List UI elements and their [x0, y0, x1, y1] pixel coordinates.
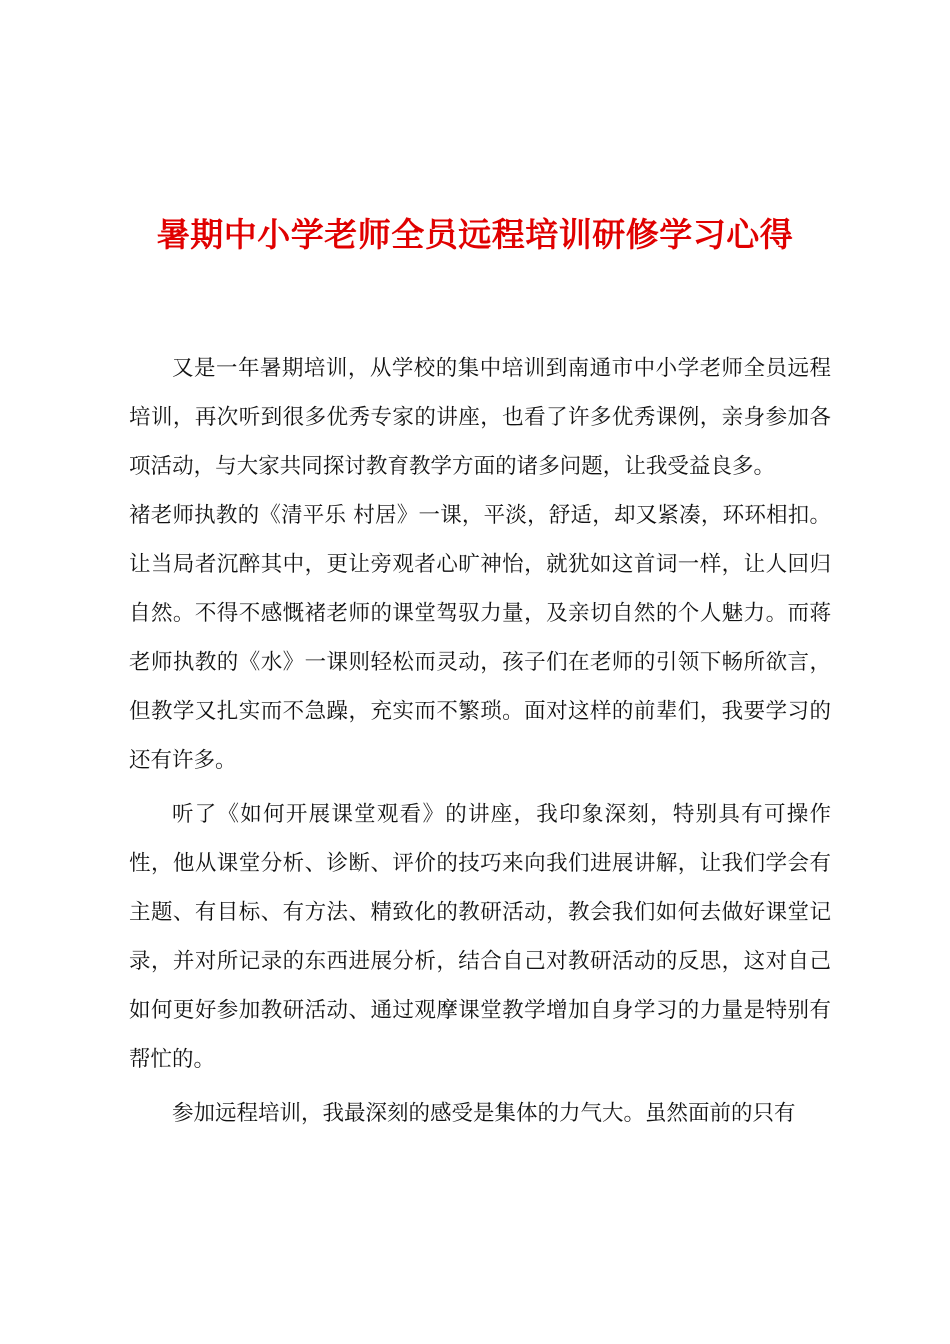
document-body — [129, 344, 831, 1138]
document-title: 暑期中小学老师全员远程培训研修学习心得 — [156, 215, 794, 254]
paragraph-1 — [129, 344, 831, 785]
paragraph-1-part-2: 褚老师执教的《清平乐 村居》一课，平淡，舒适，却又紧凑，环环相扣。让当局者沉醉其中，更让旁观者心旷神怡，就犹如这首词一样，让人回归自然。不得不感慨褚老师的课堂驾驭力量，及亲切自然的个人魅力。而蒋老师执教的《水》一课则轻松而灵动，孩子们在老师的引领下畅所欲言，但教学又扎实而不急躁，充实而不繁琐。面对这样的前辈们，我要学习的还有许多。 — [129, 503, 831, 773]
paragraph-1-part-1: 又是一年暑期培训，从学校的集中培训到南通市中小学老师全员远程培训，再次听到很多优秀专家的讲座，也看了许多优秀课例，亲身参加各项活动，与大家共同探讨教育教学方面的诸多问题，让我受益良多。 — [129, 356, 831, 479]
paragraph-3: 参加远程培训，我最深刻的感受是集体的力气大。虽然面前的只有 — [172, 1101, 796, 1126]
paragraph-2: 听了《如何开展课堂观看》的讲座，我印象深刻，特别具有可操作性，他从课堂分析、诊断、评价的技巧来向我们进展讲解，让我们学会有主题、有目标、有方法、精致化的教研活动，教会我们如何去做好课堂记录，并对所记录的东西进展分析，结合自己对教研活动的反思，这对自己如何更好参加教研活动、通过观摩课堂教学增加自身学习的力量是特别有帮忙的。 — [129, 802, 831, 1072]
